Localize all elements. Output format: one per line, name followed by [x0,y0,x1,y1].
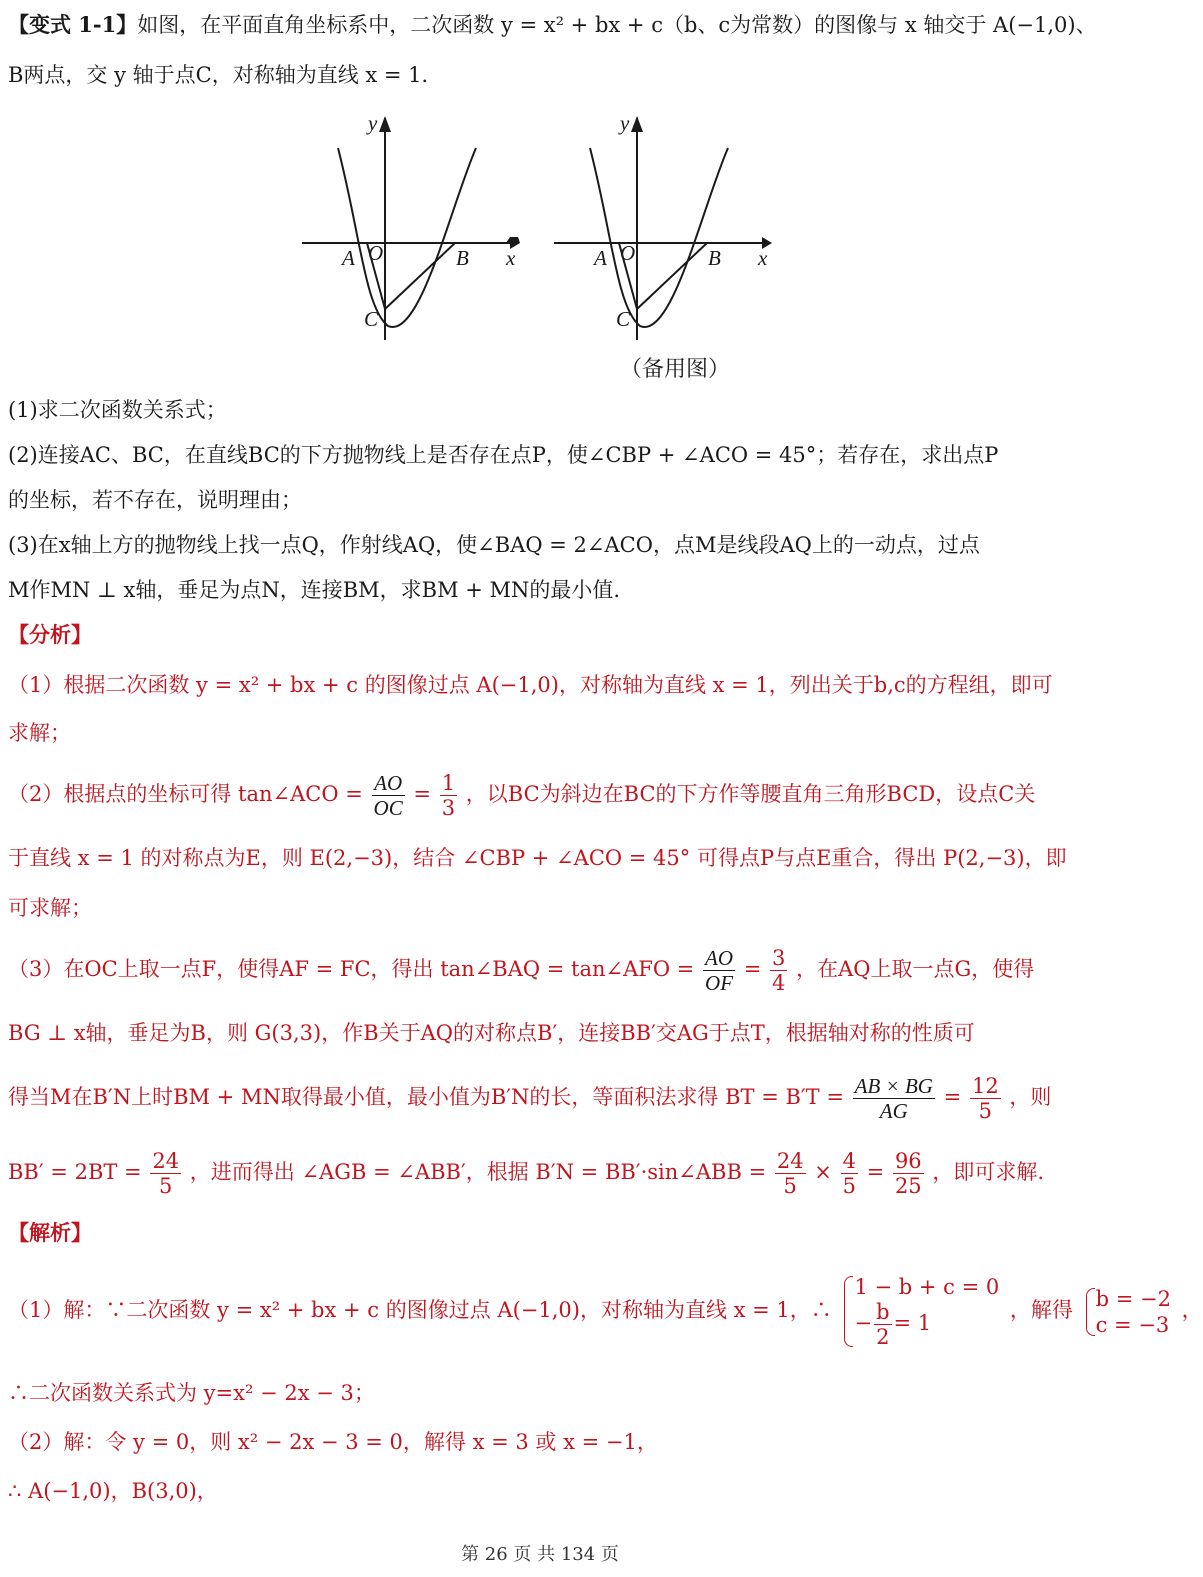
analysis-p2-line-1 [8,765,1035,823]
system-1-row-1: 1 − b + c = 0 [854,1275,1000,1299]
frac-b-2 [874,1300,891,1349]
fig-left-y-label: y [368,111,378,135]
system-1-row-2 [854,1300,999,1349]
frac-den: 5 [783,1174,797,1198]
fig-right-C-label: C [616,307,631,331]
frac-ao-oc [372,771,405,820]
analysis-p3-line4-text-c: ，即可求解. [932,1160,1045,1184]
frac-den: 2 [876,1325,890,1349]
analysis-p3-text-b: ，在AQ上取一点G，使得 [796,957,1035,981]
equals-sign: = [866,1160,885,1184]
analysis-p1-line-1: （1）根据二次函数 y = x² + bx + c 的图像过点 A(−1,0)，对称轴为直线 x = 1，列出关于b,c的方程组，即可 [8,673,1053,697]
fig-right-y-label: y [620,111,630,135]
question-3-line-1: (3)在x轴上方的抛物线上找一点Q，作射线AQ，使∠BAQ = 2∠ACO，点M是线段AQ上的一动点，过点 [8,533,980,557]
frac-num: AB × BG [854,1074,933,1098]
analysis-p3-line-1 [8,940,1034,998]
figure-left [302,116,520,340]
frac-4-5 [841,1149,858,1198]
fig-right-O-label: O [620,241,636,265]
equals-sign: = [413,782,432,806]
frac-num: AO [372,771,405,796]
solution-s1-line-1 [8,1262,1203,1358]
problem-statement-2: B两点，交 y 轴于点C，对称轴为直线 x = 1． [8,63,443,87]
frac-3-4 [770,946,787,995]
frac-num: 24 [152,1149,180,1173]
frac-num: 24 [776,1149,804,1173]
fig-left-x-label: x [506,246,516,270]
minus-sign: − [854,1311,873,1335]
frac-ab-bg-ag [853,1074,935,1123]
frac-24-5-b [775,1149,806,1198]
analysis-heading: 【分析】 [8,622,92,647]
frac-den: 5 [978,1099,992,1123]
frac-den: 5 [159,1174,173,1198]
page-footer: 第 26 页 共 134 页 [461,1544,619,1565]
equals-sign: = [743,957,762,981]
analysis-p2-line-2: 于直线 x = 1 的对称点为E，则 E(2,−3)，结合 ∠CBP + ∠ACO = 45° 可得点P与点E重合，得出 P(2,−3)，即 [8,846,1067,870]
analysis-p2-text-b: ，以BC为斜边在BC的下方作等腰直角三角形BCD，设点C关 [465,782,1036,806]
question-1: (1)求二次函数关系式； [8,398,227,422]
times-sign: × [814,1160,832,1184]
analysis-p3-line-4 [8,1143,1044,1201]
problem-statement-1: 如图，在平面直角坐标系中，二次函数 y = x² + bx + c（b、c为常数）的图像与 x 轴交于 A(−1,0)、 [137,13,1097,37]
frac-num: 1 [441,771,456,795]
solution-heading: 【解析】 [8,1220,92,1245]
question-3-line-2: M作MN ⊥ x轴，垂足为点N，连接BM，求BM + MN的最小值. [8,578,621,602]
frac-den: 25 [894,1174,922,1198]
solution-s2-line-2: ∴ A(−1,0)，B(3,0)， [8,1479,218,1503]
frac-den: OF [705,971,734,995]
frac-num: 3 [772,946,786,970]
analysis-p1-line-2: 求解； [8,721,71,745]
parabola-figures [300,108,780,348]
fig-right-x-label: x [758,246,768,270]
analysis-p2-text-a: （2）根据点的坐标可得 tan∠ACO = [8,782,363,806]
frac-den: 3 [441,796,456,820]
system-2-row-1: b = −2 [1095,1286,1171,1311]
problem-line-1 [8,10,1097,40]
frac-den: OC [373,796,403,820]
equals-sign: = [943,1085,962,1109]
system-2-row-2: c = −3 [1095,1312,1170,1337]
frac-num: 96 [894,1149,922,1173]
solution-s2-line-1: （2）解：令 y = 0，则 x² − 2x − 3 = 0，解得 x = 3 或 x = −1， [8,1430,658,1454]
frac-12-5 [970,1074,1001,1123]
figure-right [554,116,772,340]
analysis-p3-text-a: （3）在OC上取一点F，使得AF = FC，得出 tan∠BAQ = tan∠AFO = [8,957,695,981]
fig-right-B-label: B [708,246,721,270]
equation-system-1 [842,1274,999,1349]
analysis-p3-line4-text-a: BB′ = 2BT = [8,1160,142,1184]
frac-num: 12 [971,1074,999,1098]
frac-24-5 [150,1149,181,1198]
analysis-p3-line3-text-b: ，则 [1009,1085,1052,1109]
frac-num: 4 [842,1149,856,1173]
question-2-line-2: 的坐标，若不存在，说明理由； [8,488,302,512]
frac-num: AO [705,946,734,970]
analysis-p2-line-3: 可求解； [8,896,92,920]
fig-left-B-label: B [456,246,469,270]
solution-s1-text-c: ， [1181,1298,1203,1322]
frac-ao-of [703,946,735,995]
solution-s1-line-2: ∴二次函数关系式为 y=x² − 2x − 3； [8,1381,375,1405]
solution-s1-text-b: ，解得 [1009,1298,1073,1322]
frac-den: 4 [772,971,786,995]
frac-num: b [876,1300,890,1324]
fig-left-O-label: O [368,241,384,265]
fig-left-C-label: C [364,307,379,331]
frac-den: 5 [842,1174,856,1198]
analysis-p3-line-3 [8,1068,1051,1126]
equation-system-2 [1084,1286,1171,1338]
fig-left-A-label: A [342,246,355,270]
solution-s1-text-a: （1）解：∵二次函数 y = x² + bx + c 的图像过点 A(−1,0)，对称轴为直线 x = 1，∴ [8,1298,832,1322]
analysis-p3-line3-text-a: 得当M在B′N上时BM + MN取得最小值，最小值为B′N的长，等面积法求得 BT = B′T = [8,1085,844,1109]
problem-tag: 【变式 1-1】 [8,12,138,37]
frac-den: AG [879,1099,908,1123]
figure-caption: （备用图） [620,357,731,382]
question-2-line-1: (2)连接AC、BC，在直线BC的下方抛物线上是否存在点P，使∠CBP + ∠ACO = 45°；若存在，求出点P [8,443,999,467]
fig-right-A-label: A [594,246,607,270]
analysis-p3-line-2: BG ⊥ x轴，垂足为B，则 G(3,3)，作B关于AQ的对称点B′，连接BB′交AG于点T，根据轴对称的性质可 [8,1021,975,1045]
frac-96-25 [893,1149,924,1198]
analysis-p3-line4-text-b: ，进而得出 ∠AGB = ∠ABB′，根据 B′N = BB′·sin∠ABB = [189,1160,767,1184]
system-1-row-2-rhs: = 1 [893,1311,932,1335]
frac-1-3 [440,771,457,820]
